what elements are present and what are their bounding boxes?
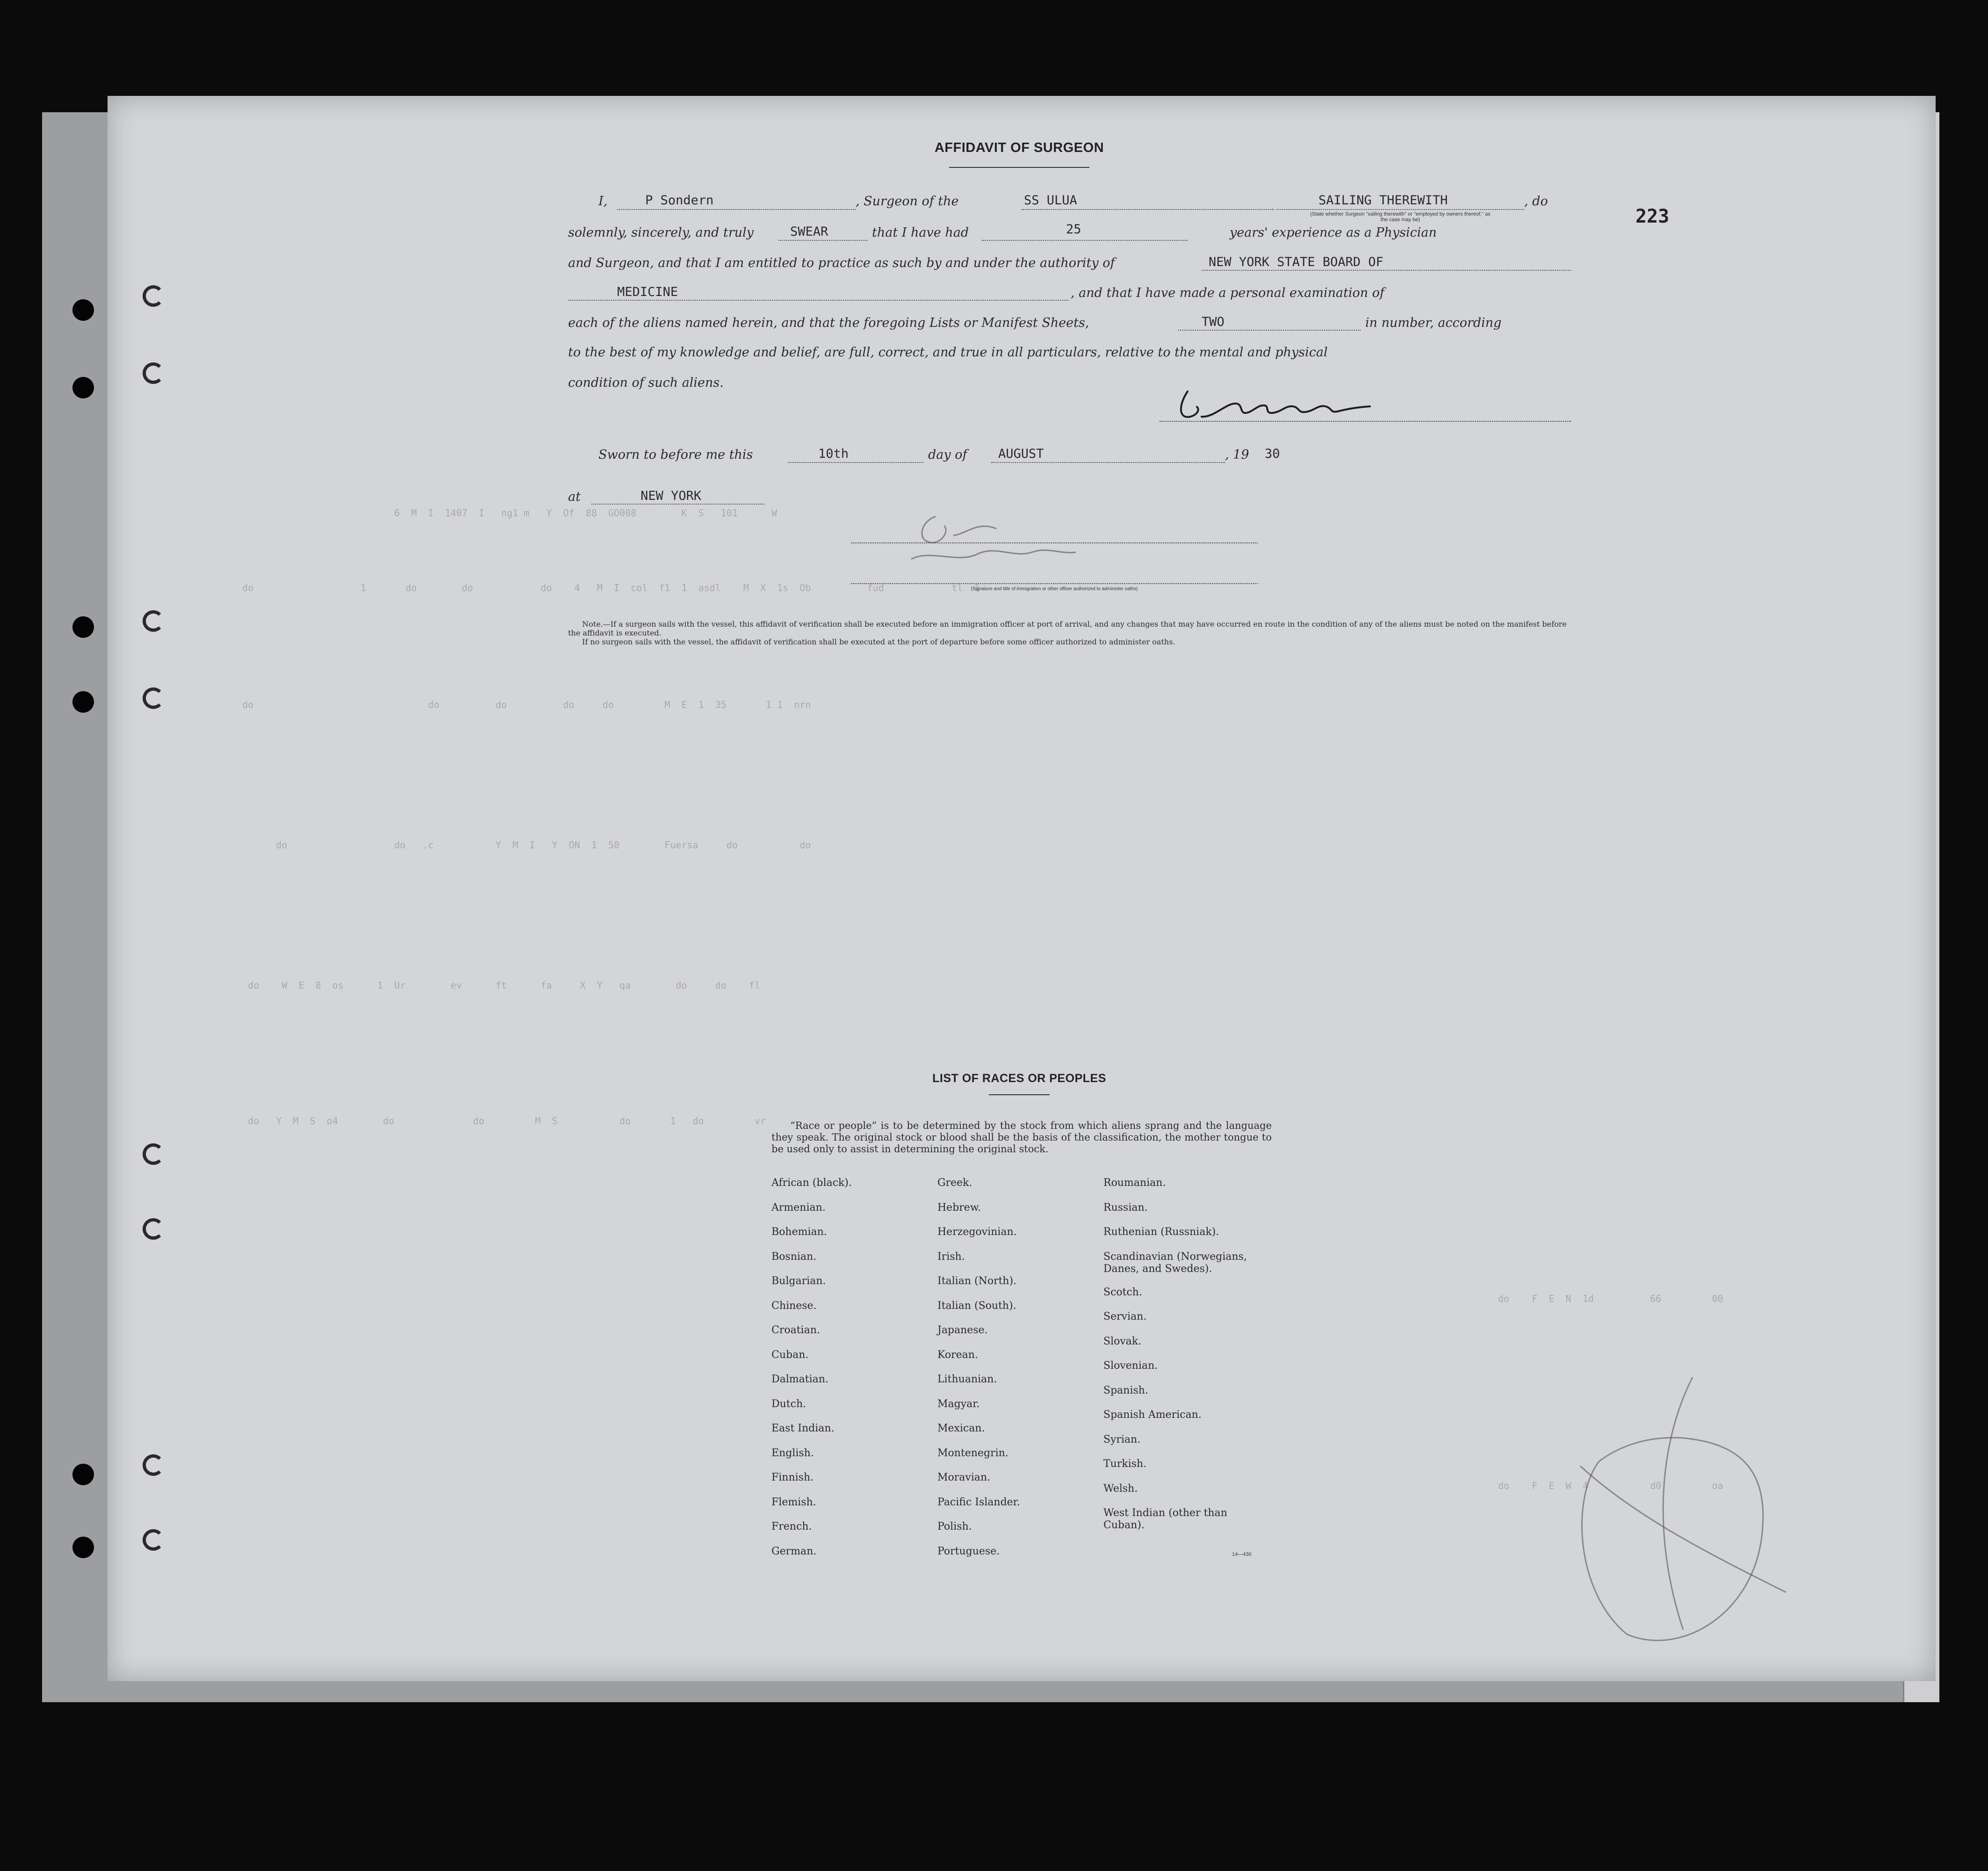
sheets-underline xyxy=(1178,330,1361,331)
authority-field-2: MEDICINE xyxy=(617,285,678,299)
heading-rule xyxy=(949,167,1089,168)
race-item: Scandinavian (Norwegians, Danes, and Swedes). xyxy=(1103,1250,1247,1275)
race-item: Pacific Islander. xyxy=(937,1496,1020,1508)
place-field: NEW YORK xyxy=(641,489,702,503)
day-field: 10th xyxy=(818,447,849,461)
manifest-page xyxy=(108,96,1936,1681)
surgeon-name-field: P Sondern xyxy=(645,193,714,208)
sworn-text: , 19 xyxy=(1225,448,1249,462)
binder-hole xyxy=(72,377,94,398)
sheets-field: TWO xyxy=(1202,315,1224,329)
page-number: 223 xyxy=(1635,206,1670,227)
place-underline xyxy=(591,504,764,505)
officer-signature-line xyxy=(851,542,1258,543)
race-item: Lithuanian. xyxy=(937,1373,997,1385)
affidavit-text: condition of such aliens. xyxy=(568,376,724,390)
status-instruction: (State whether Surgeon "sailing therewith" or "employed by owners thereof," as the case may be) xyxy=(1310,211,1491,223)
bleed-through-text: do Y M S o4 do do M S do 1 do vr xyxy=(220,1115,766,1127)
race-item: Ruthenian (Russniak). xyxy=(1103,1226,1219,1238)
race-item: Russian. xyxy=(1103,1201,1148,1214)
status-underline xyxy=(1276,209,1524,210)
race-item: Moravian. xyxy=(937,1472,991,1483)
race-item: Roumanian. xyxy=(1103,1177,1166,1189)
oath-underline xyxy=(778,240,867,241)
bleed-through-text: do do do do do M E 1 35 1 1 nrn xyxy=(220,699,811,710)
race-item: Mexican. xyxy=(937,1423,985,1434)
race-item: French. xyxy=(771,1521,812,1532)
authority-underline xyxy=(1202,270,1571,271)
binder-hole xyxy=(72,1537,94,1558)
races-intro: “Race or people” is to be determined by the stock from which aliens sprang and the language they speak. The original stock or blood shall be the basis of the classification, the mother tongue to be used only to assist in determining the original stock. xyxy=(771,1120,1272,1155)
race-item: Greek. xyxy=(937,1177,972,1189)
race-item: Magyar. xyxy=(937,1398,980,1410)
race-item: Dutch. xyxy=(771,1398,807,1410)
ring-clip xyxy=(143,1454,164,1476)
race-item: Spanish. xyxy=(1103,1384,1148,1396)
race-item: Bulgarian. xyxy=(771,1275,826,1287)
race-item: African (black). xyxy=(771,1177,852,1189)
race-item: East Indian. xyxy=(771,1423,835,1434)
affidavit-text: years' experience as a Physician xyxy=(1230,225,1437,240)
form-number: 14—430 xyxy=(1232,1552,1252,1557)
oath-field: SWEAR xyxy=(790,224,828,239)
race-item: Japanese. xyxy=(937,1324,988,1336)
note-paragraph-2: If no surgeon sails with the vessel, the affidavit of verification shall be executed at the port of departure before some officer authorized to administer oaths. xyxy=(582,637,1175,646)
races-column-1 xyxy=(771,1177,852,1570)
race-item: Chinese. xyxy=(771,1300,817,1312)
race-item: Scotch. xyxy=(1103,1286,1142,1298)
month-underline xyxy=(991,462,1225,463)
ring-clip xyxy=(143,1529,164,1551)
sworn-text: at xyxy=(568,490,581,504)
race-item: Bosnian. xyxy=(771,1250,817,1263)
race-item: Bohemian. xyxy=(771,1226,827,1238)
race-item: Flemish. xyxy=(771,1496,816,1508)
race-item: Syrian. xyxy=(1103,1433,1141,1445)
officer-caption-line xyxy=(851,583,1258,584)
years-field: 25 xyxy=(1066,222,1081,237)
race-item: English. xyxy=(771,1447,814,1459)
race-item: Korean. xyxy=(937,1349,978,1361)
affidavit-text: , and that I have made a personal examination of xyxy=(1071,286,1385,300)
affidavit-text: and Surgeon, and that I am entitled to practice as such by and under the authority of xyxy=(568,256,1115,270)
affidavit-text: to the best of my knowledge and belief, are full, correct, and true in all particulars, relative to the mental and physical xyxy=(568,345,1328,360)
affidavit-text: , do xyxy=(1524,194,1548,209)
race-item: Portuguese. xyxy=(937,1545,1000,1557)
race-item: West Indian (other than Cuban). xyxy=(1103,1507,1227,1531)
pencil-cross-mark xyxy=(1562,1349,1805,1653)
bleed-through-text: 6 M I 1407 I ng1 m Y Of 88 GO008 K S 101 W xyxy=(220,507,778,519)
ring-clip xyxy=(143,285,164,307)
race-item: Croatian. xyxy=(771,1324,820,1336)
month-field: AUGUST xyxy=(998,447,1044,461)
race-item: Cuban. xyxy=(771,1349,809,1361)
binder-hole xyxy=(72,616,94,638)
races-column-3 xyxy=(1103,1177,1258,1532)
races-column-2 xyxy=(937,1177,1020,1570)
race-item: Hebrew. xyxy=(937,1201,981,1214)
bleed-through-text: do F E N 1d 66 00 xyxy=(1487,1293,1723,1304)
race-item: Slovak. xyxy=(1103,1335,1142,1347)
races-heading-rule xyxy=(989,1094,1050,1095)
affidavit-text: that I have had xyxy=(872,225,969,240)
binder-hole xyxy=(72,299,94,321)
race-item: Dalmatian. xyxy=(771,1373,828,1385)
affidavit-text: each of the aliens named herein, and that the foregoing Lists or Manifest Sheets, xyxy=(568,316,1089,330)
ring-clip xyxy=(143,687,164,709)
race-item: Spanish American. xyxy=(1103,1409,1202,1421)
year-field: 30 xyxy=(1265,447,1280,461)
binder-hole xyxy=(72,1464,94,1485)
bleed-through-text: do W E 8 os 1 Ur ev ft fa X Y qa do do fl xyxy=(220,980,760,991)
note-paragraph-1: Note.—If a surgeon sails with the vessel, this affidavit of verification shall be executed before an immigration officer at port of arrival, and any changes that may have occurred en route in the condition of any of the aliens must be noted on the manifest before the affidavit is executed. xyxy=(568,620,1567,637)
ring-clip xyxy=(143,610,164,632)
race-item: Montenegrin. xyxy=(937,1447,1008,1459)
race-item: Herzegovinian. xyxy=(937,1226,1017,1238)
race-item: Turkish. xyxy=(1103,1458,1147,1470)
authority-underline-2 xyxy=(568,300,1068,301)
vessel-field: SS ULUA xyxy=(1024,193,1077,208)
race-item: Armenian. xyxy=(771,1201,826,1214)
name-underline xyxy=(617,209,856,210)
day-underline xyxy=(788,462,923,463)
race-item: Slovenian. xyxy=(1103,1360,1158,1372)
authority-field: NEW YORK STATE BOARD OF xyxy=(1209,255,1383,269)
bleed-through-text: do do .c Y M I Y ON 1 50 Fuersa do do xyxy=(220,839,811,851)
vessel-underline xyxy=(1022,209,1274,210)
race-item: Irish. xyxy=(937,1250,965,1263)
race-item: Italian (North). xyxy=(937,1275,1017,1287)
race-item: Finnish. xyxy=(771,1472,814,1483)
ring-clip xyxy=(143,1143,164,1165)
affidavit-text: solemnly, sincerely, and truly xyxy=(568,225,754,240)
sworn-text: day of xyxy=(928,448,967,462)
affidavit-text: I, xyxy=(598,194,608,209)
races-heading: LIST OF RACES OR PEOPLES xyxy=(932,1072,1106,1085)
signature-line xyxy=(1160,421,1571,422)
binder-hole xyxy=(72,691,94,713)
race-item: Servian. xyxy=(1103,1311,1147,1322)
affidavit-text: in number, according xyxy=(1365,316,1502,330)
bleed-through-text: do 1 do do do 4 M I col f1 1 asdl M X 1s Ob fud tl 1 xyxy=(220,582,980,593)
surgeon-signature xyxy=(1169,386,1412,423)
affidavit-text: , Surgeon of the xyxy=(856,194,959,209)
race-item: Welsh. xyxy=(1103,1482,1138,1495)
officer-caption: (Signature and title of immigration or other officer authorized to administer oaths) xyxy=(971,586,1138,592)
ring-clip xyxy=(143,362,164,384)
ring-clip xyxy=(143,1218,164,1240)
affidavit-heading: AFFIDAVIT OF SURGEON xyxy=(934,140,1104,155)
race-item: German. xyxy=(771,1545,817,1557)
years-underline xyxy=(982,240,1188,241)
sailing-status-field: SAILING THEREWITH xyxy=(1318,193,1448,208)
race-item: Polish. xyxy=(937,1521,972,1532)
race-item: Italian (South). xyxy=(937,1300,1016,1312)
bleed-through-text: do F E W 4 d0 oa xyxy=(1487,1480,1723,1491)
sworn-text: Sworn to before me this xyxy=(598,448,753,462)
